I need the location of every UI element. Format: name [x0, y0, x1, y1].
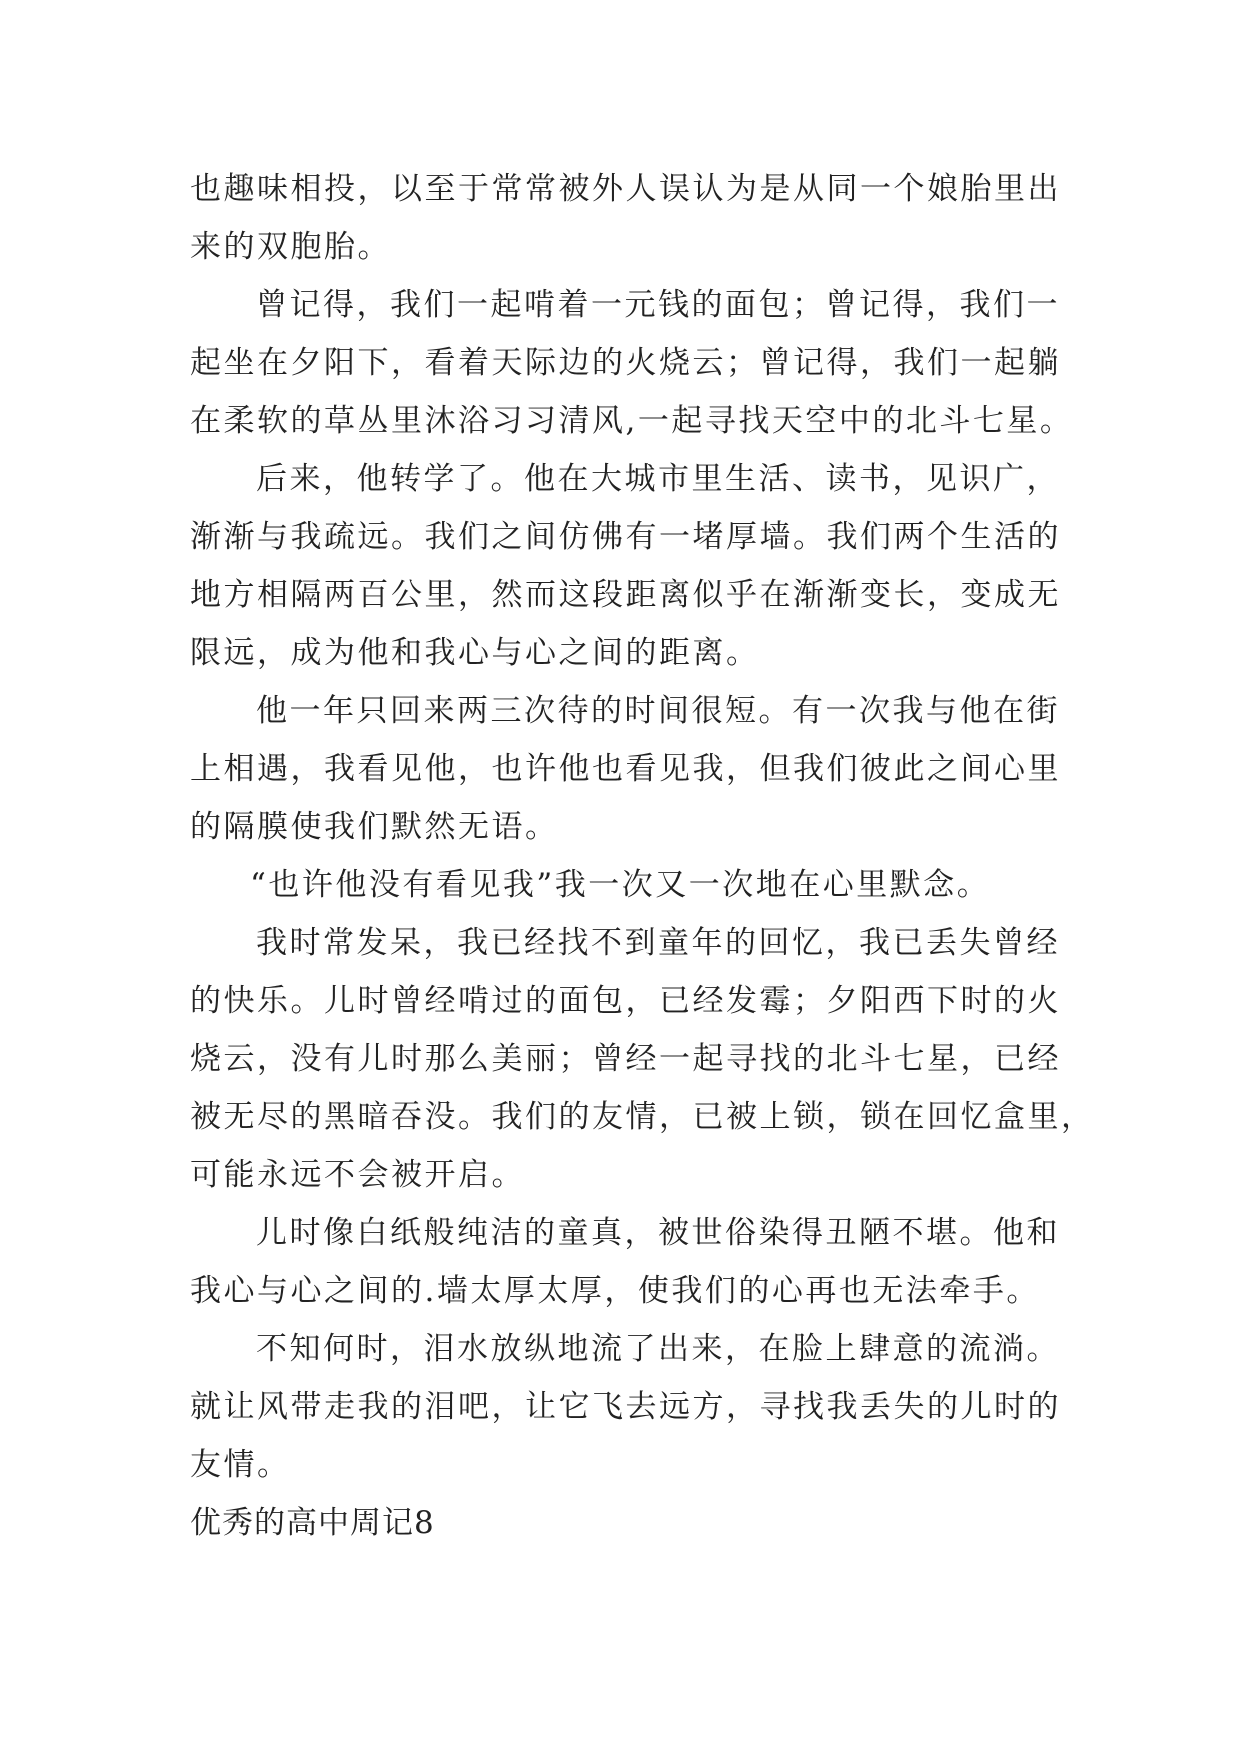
paragraph-line: 的隔膜使我们默然无语。	[190, 809, 559, 845]
paragraph-line: 被无尽的黑暗吞没。我们的友情，已被上锁，锁在回忆盒里，	[190, 1099, 1095, 1135]
paragraph-line: 不知何时，泪水放纵地流了出来，在脸上肆意的流淌。	[256, 1331, 1060, 1367]
paragraph-line: 上相遇，我看见他，也许他也看见我，但我们彼此之间心里	[190, 751, 1061, 787]
paragraph-line: 就让风带走我的泪吧，让它飞去远方，寻找我丢失的儿时的	[190, 1389, 1061, 1425]
paragraph-line: 起坐在夕阳下，看着天际边的火烧云；曾记得，我们一起躺	[190, 345, 1061, 381]
section-heading: 优秀的高中周记8	[190, 1505, 435, 1541]
paragraph-line: 限远，成为他和我心与心之间的距离。	[190, 635, 760, 671]
paragraph-line: 在柔软的草丛里沐浴习习清风,一起寻找天空中的北斗七星。	[190, 403, 1074, 439]
document-body	[190, 160, 1095, 1552]
paragraph-line: 也趣味相投，以至于常常被外人误认为是从同一个娘胎里出	[190, 171, 1061, 207]
paragraph-line: 儿时像白纸般纯洁的童真，被世俗染得丑陋不堪。他和	[256, 1215, 1060, 1251]
paragraph-line: 可能永远不会被开启。	[190, 1157, 525, 1193]
paragraph-line: 地方相隔两百公里，然而这段距离似乎在渐渐变长，变成无	[190, 577, 1061, 613]
paragraph-line: 来的双胞胎。	[190, 229, 391, 265]
paragraph-line: 的快乐。儿时曾经啃过的面包，已经发霉；夕阳西下时的火	[190, 983, 1061, 1019]
paragraph-line: 友情。	[190, 1447, 291, 1483]
paragraph-line: 后来，他转学了。他在大城市里生活、读书，见识广，	[256, 461, 1060, 497]
paragraph-line: 烧云，没有儿时那么美丽；曾经一起寻找的北斗七星，已经	[190, 1041, 1061, 1077]
paragraph-line: 他一年只回来两三次待的时间很短。有一次我与他在街	[256, 693, 1060, 729]
paragraph-line: 曾记得，我们一起啃着一元钱的面包；曾记得，我们一	[256, 287, 1060, 323]
paragraph-line: 我心与心之间的.墙太厚太厚，使我们的心再也无法牵手。	[190, 1273, 1040, 1309]
paragraph-line: 渐渐与我疏远。我们之间仿佛有一堵厚墙。我们两个生活的	[190, 519, 1061, 555]
paragraph-line: “也许他没有看见我”我一次又一次地在心里默念。	[250, 867, 991, 903]
paragraph-line: 我时常发呆，我已经找不到童年的回忆，我已丢失曾经	[256, 925, 1060, 961]
